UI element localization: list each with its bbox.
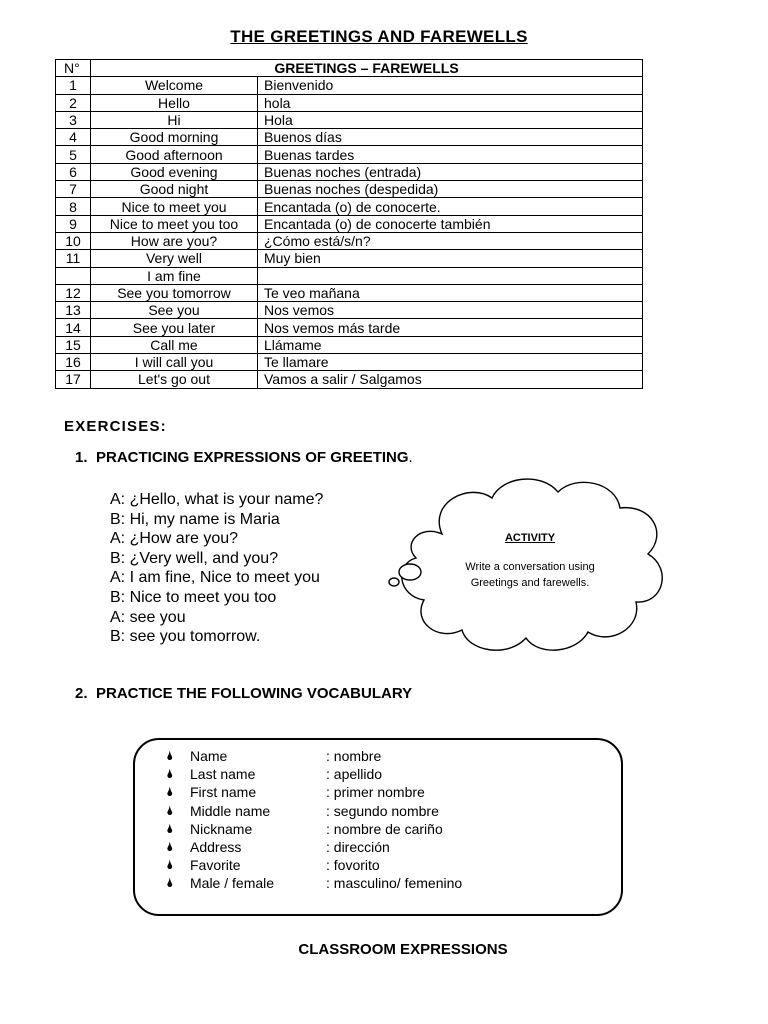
table-body xyxy=(56,77,643,388)
dialog-line: A: ¿How are you? xyxy=(110,530,239,548)
table-row xyxy=(56,215,643,232)
section-2-number: 2. xyxy=(75,685,88,702)
row-spanish: Buenas noches (entrada) xyxy=(258,163,643,180)
row-english: Good night xyxy=(91,181,258,198)
dialog-line: A: see you xyxy=(110,608,186,626)
row-english: Hello xyxy=(91,94,258,111)
table-header-row xyxy=(56,60,643,77)
table-row xyxy=(56,163,643,180)
vocabulary-term: Last name xyxy=(190,766,256,783)
row-spanish: Encantada (o) de conocerte. xyxy=(258,198,643,215)
row-number: 10 xyxy=(56,232,91,249)
vocabulary-meaning: : apellido xyxy=(326,766,383,783)
vocabulary-term: Address xyxy=(190,839,242,856)
vocabulary-meaning: : nombre de cariño xyxy=(326,820,443,837)
row-spanish: Te veo mañana xyxy=(258,284,643,301)
row-english: Good afternoon xyxy=(91,146,258,163)
vocabulary-item xyxy=(166,765,462,783)
row-number: 7 xyxy=(56,181,91,198)
activity-text xyxy=(440,559,620,591)
vocabulary-item xyxy=(166,856,462,874)
vocabulary-meaning: : masculino/ femenino xyxy=(326,875,463,892)
table-row xyxy=(56,198,643,215)
droplet-bullet-icon: 🌢 xyxy=(166,820,174,836)
table-row xyxy=(56,111,643,128)
table-row xyxy=(56,354,643,371)
row-english: Nice to meet you too xyxy=(91,215,258,232)
vocabulary-item xyxy=(166,747,462,765)
row-english: I am fine xyxy=(91,267,258,284)
table-row xyxy=(56,77,643,94)
section-2-heading xyxy=(75,685,412,702)
vocabulary-term: Middle name xyxy=(190,802,271,819)
section-1-heading xyxy=(75,449,413,466)
row-english: Call me xyxy=(91,336,258,353)
vocabulary-meaning: : nombre xyxy=(326,748,382,765)
row-number: 14 xyxy=(56,319,91,336)
table-row xyxy=(56,129,643,146)
row-spanish: Nos vemos más tarde xyxy=(258,319,643,336)
row-spanish: Nos vemos xyxy=(258,302,643,319)
row-number xyxy=(56,267,91,284)
row-number: 13 xyxy=(56,302,91,319)
vocabulary-term: Nickname xyxy=(190,820,253,837)
vocabulary-item xyxy=(166,838,462,856)
table-row xyxy=(56,319,643,336)
row-english: Nice to meet you xyxy=(91,198,258,215)
row-spanish: Llámame xyxy=(258,336,643,353)
vocabulary-item xyxy=(166,802,462,820)
droplet-bullet-icon: 🌢 xyxy=(166,839,174,855)
row-number: 11 xyxy=(56,250,91,267)
page-title: THE GREETINGS AND FAREWELLS xyxy=(230,27,528,46)
droplet-bullet-icon: 🌢 xyxy=(166,802,174,818)
row-spanish: Encantada (o) de conocerte también xyxy=(258,215,643,232)
vocabulary-term: First name xyxy=(190,784,257,801)
table-row xyxy=(56,250,643,267)
vocabulary-term: Name xyxy=(190,748,228,765)
row-english: Good evening xyxy=(91,163,258,180)
row-spanish: Vamos a salir / Salgamos xyxy=(258,371,643,388)
row-number: 2 xyxy=(56,94,91,111)
row-spanish: Buenas tardes xyxy=(258,146,643,163)
row-number: 9 xyxy=(56,215,91,232)
activity-line-2: Greetings and farewells. xyxy=(470,577,590,589)
row-number: 15 xyxy=(56,336,91,353)
row-spanish xyxy=(258,267,643,284)
row-spanish: Buenas noches (despedida) xyxy=(258,181,643,198)
greetings-table xyxy=(55,59,643,389)
activity-line-1: Write a conversation using xyxy=(465,561,595,573)
table-row xyxy=(56,94,643,111)
row-english: I will call you xyxy=(91,354,258,371)
row-english: How are you? xyxy=(91,232,258,249)
classroom-expressions-heading: CLASSROOM EXPRESSIONS xyxy=(298,941,508,958)
vocabulary-item xyxy=(166,820,462,838)
dialog-line: B: Nice to meet you too xyxy=(110,588,277,606)
droplet-bullet-icon: 🌢 xyxy=(166,857,174,873)
row-spanish: Hola xyxy=(258,111,643,128)
row-number: 16 xyxy=(56,354,91,371)
section-1-number: 1. xyxy=(75,449,88,466)
row-spanish: Bienvenido xyxy=(258,77,643,94)
table-row xyxy=(56,336,643,353)
row-english: Let's go out xyxy=(91,371,258,388)
row-english: See you xyxy=(91,302,258,319)
exercises-heading: EXERCISES: xyxy=(64,418,167,435)
dialog-line: B: Hi, my name is Maria xyxy=(110,510,280,528)
droplet-bullet-icon: 🌢 xyxy=(166,875,174,891)
droplet-bullet-icon: 🌢 xyxy=(166,748,174,764)
row-spanish: Te llamare xyxy=(258,354,643,371)
row-number: 17 xyxy=(56,371,91,388)
section-1-title: PRACTICING EXPRESSIONS OF GREETING xyxy=(96,449,409,466)
vocabulary-meaning: : segundo nombre xyxy=(326,802,439,819)
droplet-bullet-icon: 🌢 xyxy=(166,784,174,800)
dialog-line: B: ¿Very well, and you? xyxy=(110,549,279,567)
dialog-line: A: ¿Hello, what is your name? xyxy=(110,491,324,508)
vocabulary-term: Male / female xyxy=(190,875,275,892)
row-english: See you later xyxy=(91,319,258,336)
vocabulary-item xyxy=(166,783,462,801)
column-header-title: GREETINGS – FAREWELLS xyxy=(91,60,643,77)
table-row xyxy=(56,181,643,198)
table-row xyxy=(56,371,643,388)
section-2-title: PRACTICE THE FOLLOWING VOCABULARY xyxy=(96,685,413,702)
dialog-block xyxy=(110,490,323,647)
vocabulary-meaning: : dirección xyxy=(326,839,390,856)
table-row xyxy=(56,284,643,301)
row-spanish: ¿Cómo está/s/n? xyxy=(258,232,643,249)
row-english: Good morning xyxy=(91,129,258,146)
row-english: Hi xyxy=(91,111,258,128)
row-english: See you tomorrow xyxy=(91,284,258,301)
row-number: 6 xyxy=(56,163,91,180)
row-english: Welcome xyxy=(91,77,258,94)
dialog-line: B: see you tomorrow. xyxy=(110,628,261,646)
row-number: 8 xyxy=(56,198,91,215)
table-row xyxy=(56,267,643,284)
vocabulary-meaning: : primer nombre xyxy=(326,784,425,801)
column-header-number: N° xyxy=(56,60,91,77)
row-spanish: hola xyxy=(258,94,643,111)
row-number: 3 xyxy=(56,111,91,128)
row-number: 5 xyxy=(56,146,91,163)
section-1-trail: . xyxy=(408,449,413,466)
row-english: Very well xyxy=(91,250,258,267)
table-row xyxy=(56,302,643,319)
droplet-bullet-icon: 🌢 xyxy=(166,766,174,782)
vocabulary-meaning: : fovorito xyxy=(326,857,380,874)
vocabulary-term: Favorite xyxy=(190,857,241,874)
activity-title: ACTIVITY xyxy=(504,532,556,544)
row-spanish: Muy bien xyxy=(258,250,643,267)
dialog-line: A: I am fine, Nice to meet you xyxy=(110,569,320,587)
row-spanish: Buenos días xyxy=(258,129,643,146)
row-number: 12 xyxy=(56,284,91,301)
row-number: 4 xyxy=(56,129,91,146)
vocabulary-list xyxy=(166,747,462,893)
vocabulary-item xyxy=(166,874,462,892)
table-row xyxy=(56,146,643,163)
table-row xyxy=(56,232,643,249)
row-number: 1 xyxy=(56,77,91,94)
